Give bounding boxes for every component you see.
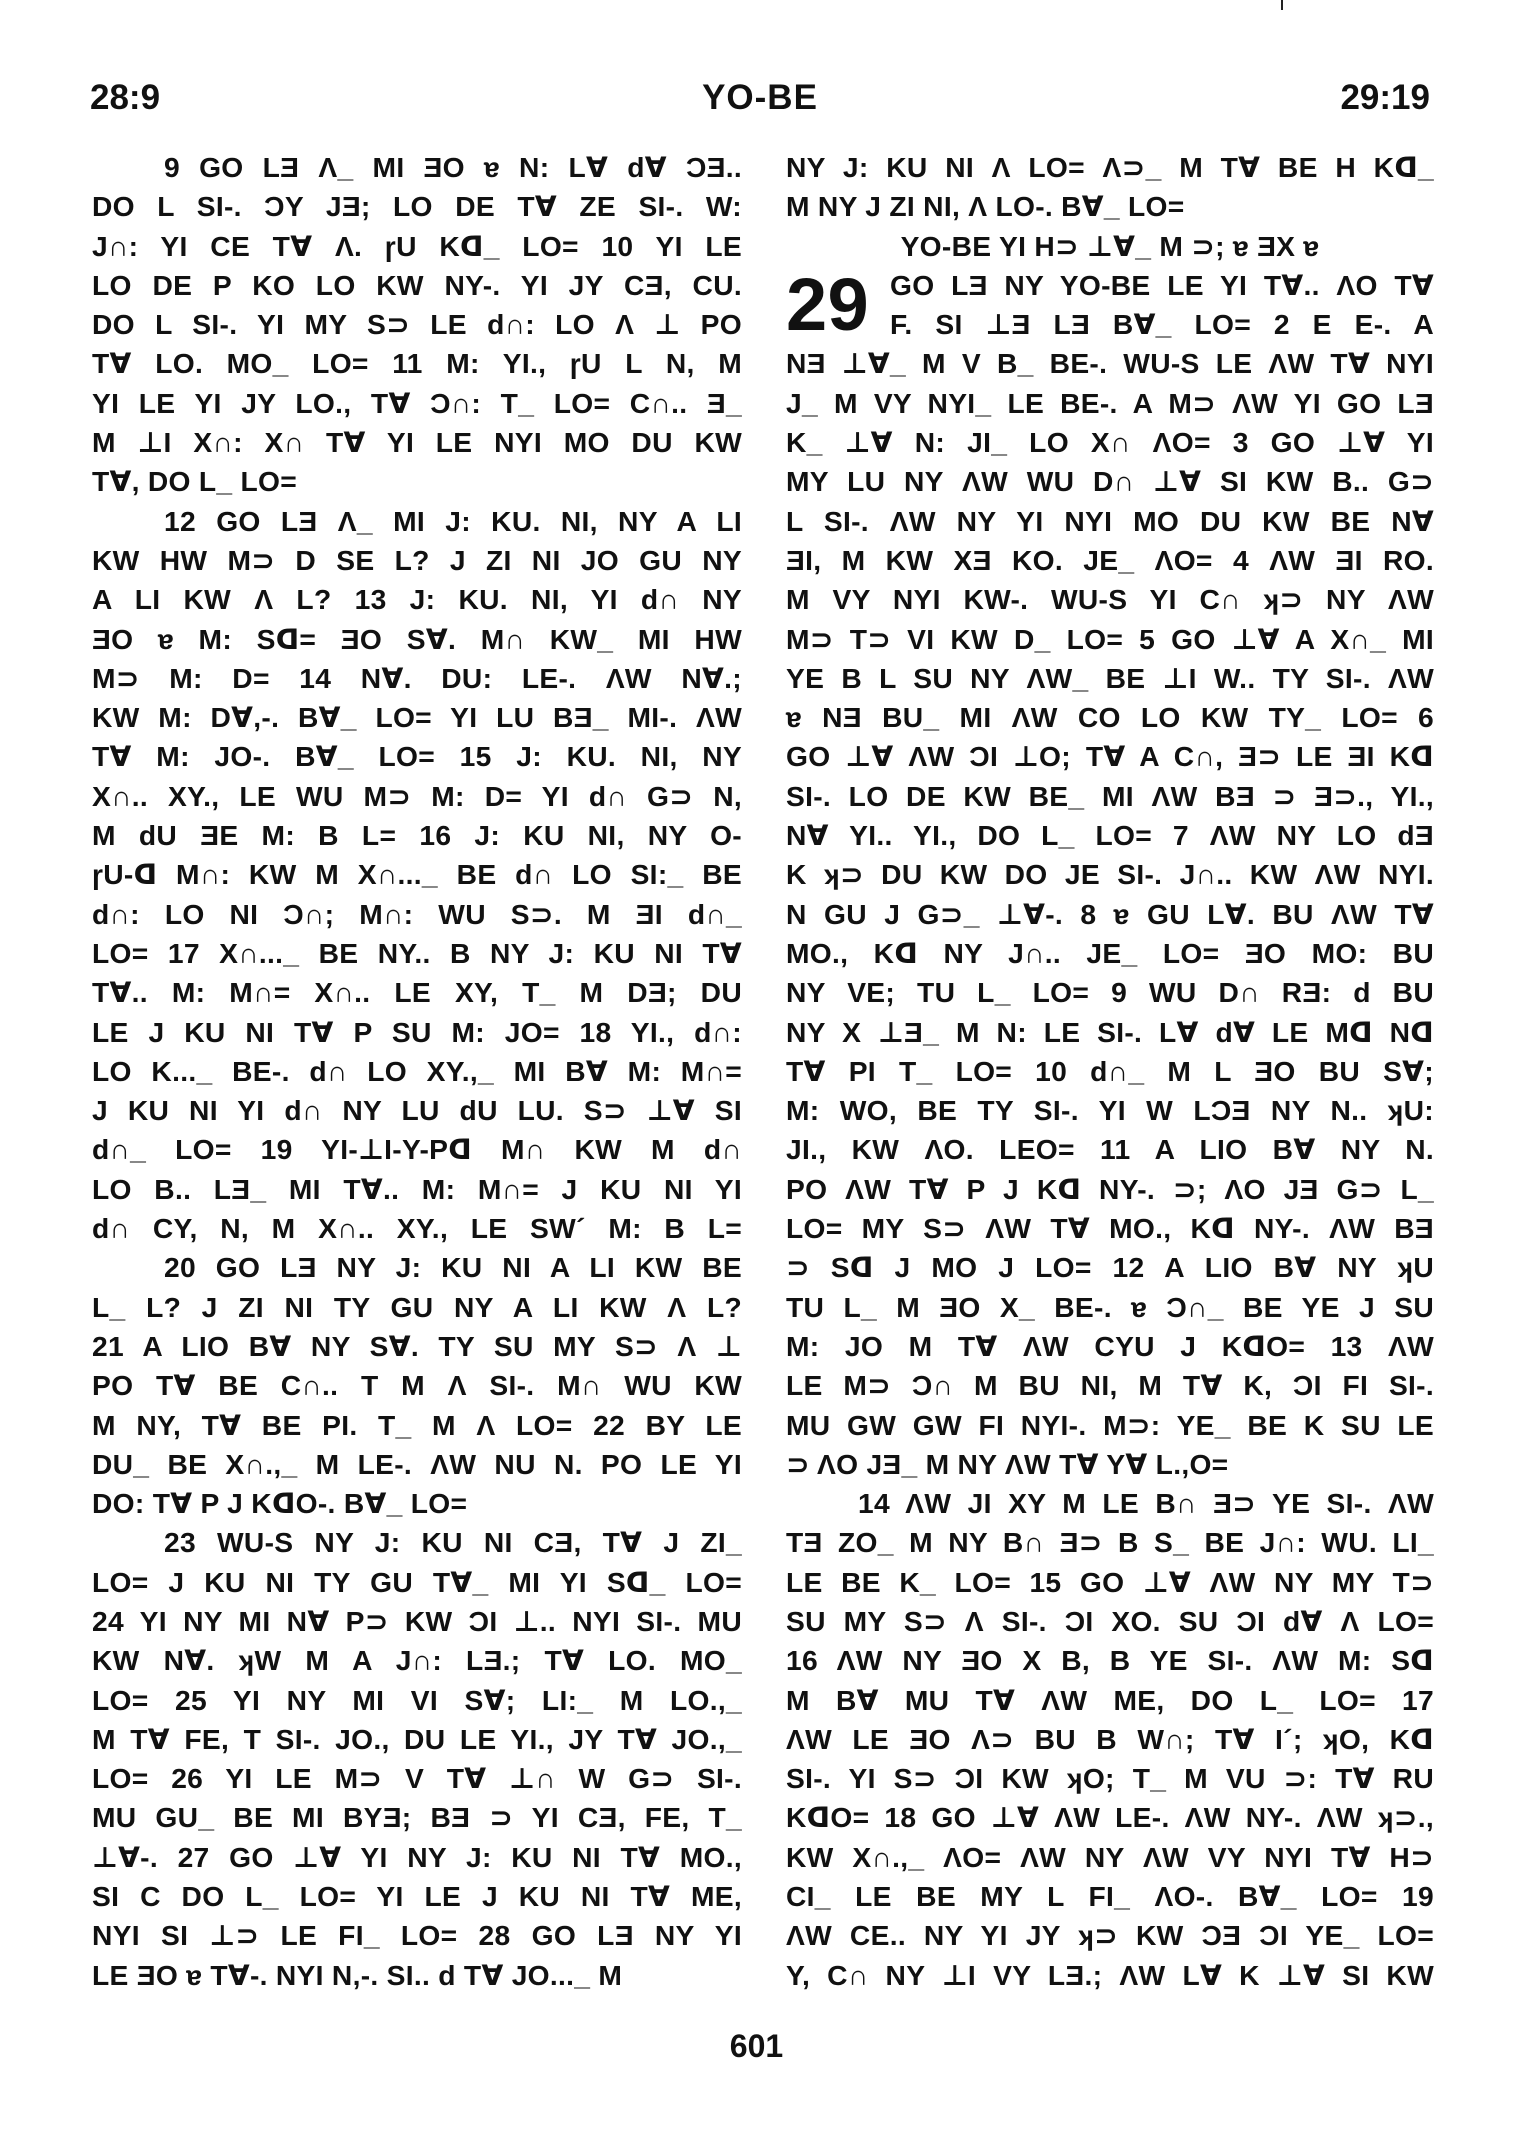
text-line: LE J KU NI T∀ P SU M: JO= 18 YI., d∩: xyxy=(92,1015,742,1048)
text-line: 14 ΛW JI XY M LE B∩ Ǝ⊃ YE SI-. ΛW xyxy=(858,1487,1434,1520)
text-line: NY J: KU NI Λ LO= Λ⊃_ M T∀ BE H Kᗡ_ xyxy=(786,151,1434,183)
text-line: LO= MY S⊃ ΛW T∀ MO., Kᗡ NY-. ΛW BƎ xyxy=(786,1212,1434,1245)
text-line: MU GU_ BE MI BYƎ; BƎ ⊃ YI CƎ, FE, T_ xyxy=(92,1801,742,1834)
text-line: JI., KW ΛO. LEO= 11 A LIO B∀ NY N. xyxy=(786,1133,1434,1166)
text-line: LE BE K_ LO= 15 GO ⊥∀ ΛW NY MY T⊃ xyxy=(786,1565,1434,1598)
text-line: LE M⊃ Ɔ∩ M BU NI, M T∀ K, ƆI FI SI-. xyxy=(786,1369,1434,1402)
text-line: M ⊥I X∩: X∩ T∀ YI LE NYI MO DU KW xyxy=(92,426,742,459)
text-line: LO K..._ BE-. d∩ LO XY.,_ MI B∀ M: M∩= xyxy=(92,1054,742,1087)
text-line: MU GW GW FI NYI-. M⊃: YE_ BE K SU LE xyxy=(786,1408,1434,1441)
text-line: M NY, T∀ BE PI. T_ M Λ LO= 22 BY LE xyxy=(92,1408,742,1441)
page-number: 601 xyxy=(729,2028,784,2064)
text-line: 24 YI NY MI N∀ P⊃ KW ƆI ⊥.. NYI SI-. MU xyxy=(92,1604,742,1637)
text-line: DO L SI-. ƆY JƎ; LO DE T∀ ZE SI-. W: xyxy=(92,190,742,223)
text-line: Y, C∩ NY ⊥I VY LƎ.; ΛW L∀ K ⊥∀ SI KW xyxy=(786,1958,1434,1991)
text-line: A LI KW Λ L? 13 J: KU. NI, YI d∩ NY xyxy=(92,583,742,616)
text-line: T∀ LO. MO_ LO= 11 M: YI., ɼU L N, M xyxy=(92,347,742,380)
section-heading: YO-BE YI H⊃ ⊥∀_ M ⊃; ɐ ƎX ɐ xyxy=(900,229,1320,262)
header-right-reference: 29:19 xyxy=(1340,78,1430,117)
text-line: 16 ΛW NY ƎO X B, B YE SI-. ΛW M: Sᗡ xyxy=(786,1644,1434,1677)
text-line: M: WO, BE TY SI-. YI W LƆƎ NY N.. ʞU: xyxy=(786,1094,1434,1127)
text-line: NYI SI ⊥⊃ LE FI_ LO= 28 GO LƎ NY YI xyxy=(92,1919,742,1952)
text-line: SU MY S⊃ Λ SI-. ƆI XO. SU ƆI d∀ Λ LO= xyxy=(786,1604,1434,1637)
text-line: KᗡO= 18 GO ⊥∀ ΛW LE-. ΛW NY-. ΛW ʞ⊃., xyxy=(786,1801,1434,1834)
text-line: LO DE P KO LO KW NY-. YI JY CƎ, CU. xyxy=(92,268,742,301)
text-line: K_ ⊥∀ N: JI_ LO X∩ ΛO= 3 GO ⊥∀ YI xyxy=(786,426,1434,459)
text-line: ɼU-ᗡ M∩: KW M X∩..._ BE d∩ LO SI:_ BE xyxy=(92,858,742,891)
text-line: L_ L? J ZI NI TY GU NY A LI KW Λ L? xyxy=(92,1290,742,1323)
text-line: M: JO M T∀ ΛW CYU J KᗡO= 13 ΛW xyxy=(786,1329,1434,1362)
text-line: ƎO ɐ M: Sᗡ= ƎO S∀. M∩ KW_ MI HW xyxy=(92,622,742,655)
text-line: 20 GO LƎ NY J: KU NI A LI KW BE xyxy=(164,1251,742,1284)
text-line: MY LU NY ΛW WU D∩ ⊥∀ SI KW B.. G⊃ xyxy=(786,465,1434,498)
text-line: KW M: D∀,-. B∀_ LO= YI LU BƎ_ MI-. ΛW xyxy=(92,701,742,734)
text-line: ⊃ ΛO JƎ_ M NY ΛW T∀ Y∀ L.,O= xyxy=(786,1447,1229,1480)
text-line: DO: T∀ P J KᗡO-. B∀_ LO= xyxy=(92,1487,468,1520)
text-line: LO= J KU NI TY GU T∀_ MI YI Sᗡ_ LO= xyxy=(92,1565,742,1598)
text-line: NY VE; TU L_ LO= 9 WU D∩ RƎ: d BU xyxy=(786,976,1434,1009)
running-header xyxy=(90,78,1430,128)
text-line: KW HW M⊃ D SE L? J ZI NI JO GU NY xyxy=(92,543,742,576)
text-line: KW N∀. ʞW M A J∩: LƎ.; T∀ LO. MO_ xyxy=(92,1644,742,1677)
text-line: ɐ NƎ BU_ MI ΛW CO LO KW TY_ LO= 6 xyxy=(786,701,1434,734)
text-line: GO ⊥∀ ΛW ƆI ⊥O; T∀ A C∩, Ǝ⊃ LE ƎI Kᗡ xyxy=(786,740,1434,773)
text-line: K ʞ⊃ DU KW DO JE SI-. J∩.. KW ΛW NYI. xyxy=(786,858,1434,891)
chapter-start xyxy=(786,262,1434,346)
text-line: SI-. LO DE KW BE_ MI ΛW BƎ ⊃ Ǝ⊃., YI., xyxy=(786,779,1434,812)
text-line: MO., Kᗡ NY J∩.. JE_ LO= ƎO MO: BU xyxy=(786,936,1434,969)
text-line: NY X ⊥Ǝ_ M N: LE SI-. L∀ d∀ LE Mᗡ Nᗡ xyxy=(786,1015,1434,1048)
text-line: d∩_ LO= 19 YI-⊥I-Y-Pᗡ M∩ KW M d∩ xyxy=(92,1133,742,1166)
text-line: L SI-. ΛW NY YI NYI MO DU KW BE N∀ xyxy=(786,504,1434,537)
text-line: ΛW CE.. NY YI JY ʞ⊃ KW ƆƎ ƆI YE_ LO= xyxy=(786,1919,1434,1952)
text-line: ⊃ Sᗡ J MO J LO= 12 A LIO B∀ NY ʞU xyxy=(786,1251,1434,1284)
text-line: T∀.. M: M∩= X∩.. LE XY, T_ M DƎ; DU xyxy=(92,976,742,1009)
text-line: ⊥∀-. 27 GO ⊥∀ YI NY J: KU NI T∀ MO., xyxy=(92,1840,742,1873)
right-text-column xyxy=(786,148,1434,1995)
text-line: SI C DO L_ LO= YI LE J KU NI T∀ ME, xyxy=(92,1880,742,1913)
text-line: LO= 25 YI NY MI VI S∀; LI:_ M LO.,_ xyxy=(92,1683,742,1716)
text-line: N GU J G⊃_ ⊥∀-. 8 ɐ GU L∀. BU ΛW T∀ xyxy=(786,897,1434,930)
text-line: ΛW LE ƎO Λ⊃ BU B W∩; T∀ I´; ʞO, Kᗡ xyxy=(786,1722,1434,1755)
text-line: LO= 26 YI LE M⊃ V T∀ ⊥∩ W G⊃ SI-. xyxy=(92,1762,742,1795)
text-line: N∀ YI.. YI., DO L_ LO= 7 ΛW NY LO dƎ xyxy=(786,819,1434,852)
text-line: M VY NYI KW-. WU-S YI C∩ ʞ⊃ NY ΛW xyxy=(786,583,1434,616)
chapter-number: 29 xyxy=(786,262,869,346)
text-line: d∩: LO NI Ɔ∩; M∩: WU S⊃. M ƎI d∩_ xyxy=(92,897,742,930)
text-line: 12 GO LƎ Λ_ MI J: KU. NI, NY A LI xyxy=(164,504,742,537)
text-line: TU L_ M ƎO X_ BE-. ɐ Ɔ∩_ BE YE J SU xyxy=(786,1290,1434,1323)
text-line: ƎI, M KW XƎ KO. JE_ ΛO= 4 ΛW ƎI RO. xyxy=(786,543,1434,576)
text-line: M dU ƎE M: B L= 16 J: KU NI, NY O- xyxy=(92,819,742,852)
text-line: J KU NI YI d∩ NY LU dU LU. S⊃ ⊥∀ SI xyxy=(92,1094,742,1127)
text-line: T∀ PI T_ LO= 10 d∩_ M L ƎO BU S∀; xyxy=(786,1054,1434,1087)
text-line: M T∀ FE, T SI-. JO., DU LE YI., JY T∀ JO.,_ xyxy=(92,1722,742,1755)
text-line: T∀, DO L_ LO= xyxy=(92,465,298,498)
text-line: PO ΛW T∀ P J Kᗡ NY-. ⊃; ΛO JƎ G⊃ L_ xyxy=(786,1172,1434,1205)
text-line: LO= 17 X∩..._ BE NY.. B NY J: KU NI T∀ xyxy=(92,936,742,969)
text-line: YI LE YI JY LO., T∀ Ɔ∩: T_ LO= C∩.. Ǝ_ xyxy=(92,386,742,419)
text-line: SI-. YI S⊃ ƆI KW ʞO; T_ M VU ⊃: T∀ RU xyxy=(786,1762,1434,1795)
text-line: T∀ M: JO-. B∀_ LO= 15 J: KU. NI, NY xyxy=(92,740,742,773)
text-line: 23 WU-S NY J: KU NI CƎ, T∀ J ZI_ xyxy=(164,1526,742,1559)
header-book-title: YO-BE xyxy=(702,78,818,117)
text-line: DO L SI-. YI MY S⊃ LE d∩: LO Λ ⊥ PO xyxy=(92,308,742,341)
text-line: 21 A LIO B∀ NY S∀. TY SU MY S⊃ Λ ⊥ xyxy=(92,1329,742,1362)
text-line: KW X∩.,_ ΛO= ΛW NY ΛW VY NYI T∀ H⊃ xyxy=(786,1840,1434,1873)
text-line: M B∀ MU T∀ ΛW ME, DO L_ LO= 17 xyxy=(786,1683,1434,1716)
text-line: J_ M VY NYI_ LE BE-. A M⊃ ΛW YI GO LƎ xyxy=(786,386,1434,419)
text-line: LE ƎO ɐ T∀-. NYI N,-. SI.. d T∀ JO..._ M xyxy=(92,1958,623,1991)
text-line: GO LƎ NY YO-BE LE YI T∀.. ΛO T∀ xyxy=(890,268,1434,301)
text-line: TƎ ZO_ M NY B∩ Ǝ⊃ B S_ BE J∩: WU. LI_ xyxy=(786,1526,1434,1559)
text-line: CI_ LE BE MY L FI_ ΛO-. B∀_ LO= 19 xyxy=(786,1880,1434,1913)
text-line: d∩ CY, N, M X∩.. XY., LE SW´ M: B L= xyxy=(92,1212,742,1245)
text-line: F. SI ⊥Ǝ LƎ B∀_ LO= 2 E E-. A xyxy=(890,308,1434,341)
text-line: M⊃ T⊃ VI KW D_ LO= 5 GO ⊥∀ A X∩_ MI xyxy=(786,622,1434,655)
text-line: YE B L SU NY ΛW_ BE ⊥I W.. TY SI-. ΛW xyxy=(786,661,1434,694)
header-left-reference: 28:9 xyxy=(90,78,161,117)
text-line: NƎ ⊥∀_ M V B_ BE-. WU-S LE ΛW T∀ NYI xyxy=(786,347,1434,380)
text-line: M NY J ZI NI, Λ LO-. B∀_ LO= xyxy=(786,190,1185,223)
text-line: LO B.. LƎ_ MI T∀.. M: M∩= J KU NI YI xyxy=(92,1172,742,1205)
page-edge-mark xyxy=(1281,0,1283,10)
left-text-column xyxy=(92,148,742,1995)
text-line: DU_ BE X∩.,_ M LE-. ΛW NU N. PO LE YI xyxy=(92,1447,742,1480)
text-line: J∩: YI CE T∀ Λ. ɼU Kᗡ_ LO= 10 YI LE xyxy=(92,229,742,262)
text-line: PO T∀ BE C∩.. T M Λ SI-. M∩ WU KW xyxy=(92,1369,742,1402)
text-line: X∩.. XY., LE WU M⊃ M: D= YI d∩ G⊃ N, xyxy=(92,779,742,812)
text-line: 9 GO LƎ Λ_ MI ƎO ɐ N: L∀ d∀ ƆƎ.. xyxy=(164,151,742,183)
text-line: M⊃ M: D= 14 N∀. DU: LE-. ΛW N∀.; xyxy=(92,661,742,694)
